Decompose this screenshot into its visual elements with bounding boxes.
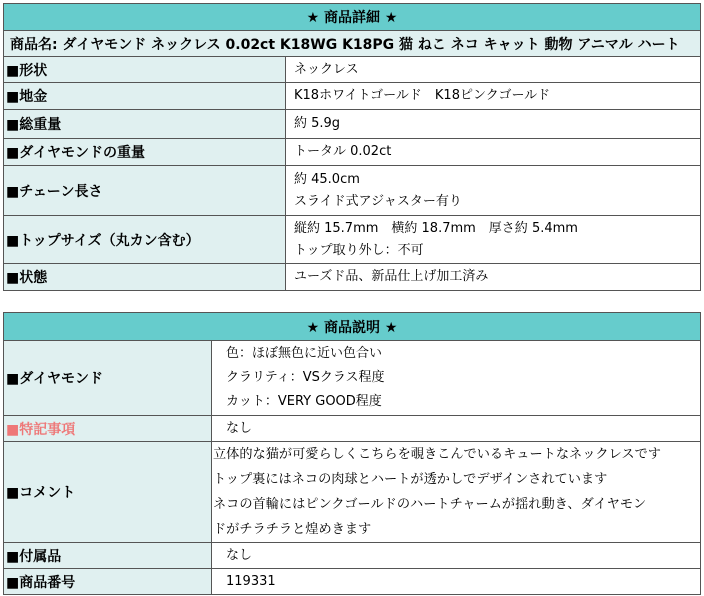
chain-adjuster-line: スライド式アジャスター有り xyxy=(294,193,462,209)
diamond-cut-line: カット：VERY GOOD程度 xyxy=(226,394,382,409)
detail-value-diamond-weight: トータル 0.02ct xyxy=(286,139,701,166)
desc-value-diamond xyxy=(212,341,701,416)
detail-label-diamond-weight: ■ダイヤモンドの重量 xyxy=(4,139,286,166)
diamond-color-line: 色：ほぼ無色に近い色合い xyxy=(226,346,383,361)
detail-value-condition: ユーズド品、新品仕上げ加工済み xyxy=(286,264,701,291)
product-detail-table xyxy=(3,3,701,291)
desc-row-comment xyxy=(4,442,701,543)
detail-value-shape: ネックレス xyxy=(286,57,701,83)
chain-length-line: 約 45.0cm xyxy=(294,171,360,187)
description-header: ★ 商品説明 ★ xyxy=(4,313,701,341)
top-size-line: 縦約 15.7mm 横約 18.7mm 厚さ約 5.4mm xyxy=(294,220,578,236)
detail-label-weight: ■総重量 xyxy=(4,110,286,139)
comment-line: ドがチラチラと煌めきます xyxy=(213,522,372,537)
detail-row-shape xyxy=(4,57,701,83)
detail-label-shape: ■形状 xyxy=(4,57,286,83)
desc-value-comment xyxy=(212,442,701,543)
desc-value-special-note: なし xyxy=(212,416,701,442)
detail-header: ★ 商品詳細 ★ xyxy=(4,4,701,31)
desc-row-item-number xyxy=(4,569,701,595)
product-name: 商品名: ダイヤモンド ネックレス 0.02ct K18WG K18PG 猫 ねこ ネコ キャット 動物 アニマル ハート xyxy=(4,31,701,57)
desc-row-accessories xyxy=(4,543,701,569)
product-description-table xyxy=(3,312,701,595)
desc-label-comment: ■コメント xyxy=(4,442,212,543)
detail-row-metal xyxy=(4,83,701,110)
top-detach-line: トップ取り外し：不可 xyxy=(294,242,424,258)
comment-line: トップ裏にはネコの肉球とハートが透かしでデザインされています xyxy=(213,472,608,487)
detail-row-weight xyxy=(4,110,701,139)
detail-label-top-size: ■トップサイズ（丸カン含む） xyxy=(4,216,286,264)
detail-label-condition: ■状態 xyxy=(4,264,286,291)
detail-value-metal: K18ホワイトゴールド K18ピンクゴールド xyxy=(286,83,701,110)
detail-value-weight: 約 5.9g xyxy=(286,110,701,139)
desc-row-special-note xyxy=(4,416,701,442)
desc-label-item-number: ■商品番号 xyxy=(4,569,212,595)
detail-row-diamond-weight xyxy=(4,139,701,166)
detail-label-metal: ■地金 xyxy=(4,83,286,110)
desc-label-accessories: ■付属品 xyxy=(4,543,212,569)
desc-value-accessories: なし xyxy=(212,543,701,569)
desc-label-special-note: ■特記事項 xyxy=(4,416,212,442)
desc-row-diamond xyxy=(4,341,701,416)
detail-row-chain-length xyxy=(4,166,701,216)
detail-row-condition xyxy=(4,264,701,291)
detail-row-top-size xyxy=(4,216,701,264)
desc-value-item-number: 119331 xyxy=(212,569,701,595)
detail-label-chain-length: ■チェーン長さ xyxy=(4,166,286,216)
diamond-clarity-line: クラリティ：VSクラス程度 xyxy=(226,370,385,385)
detail-value-top-size xyxy=(286,216,701,264)
desc-label-diamond: ■ダイヤモンド xyxy=(4,341,212,416)
detail-value-chain-length xyxy=(286,166,701,216)
comment-line: 立体的な猫が可愛らしくこちらを覗きこんでいるキュートなネックレスです xyxy=(213,447,661,462)
comment-line: ネコの首輪にはピンクゴールドのハートチャームが揺れ動き、ダイヤモン xyxy=(213,497,647,512)
